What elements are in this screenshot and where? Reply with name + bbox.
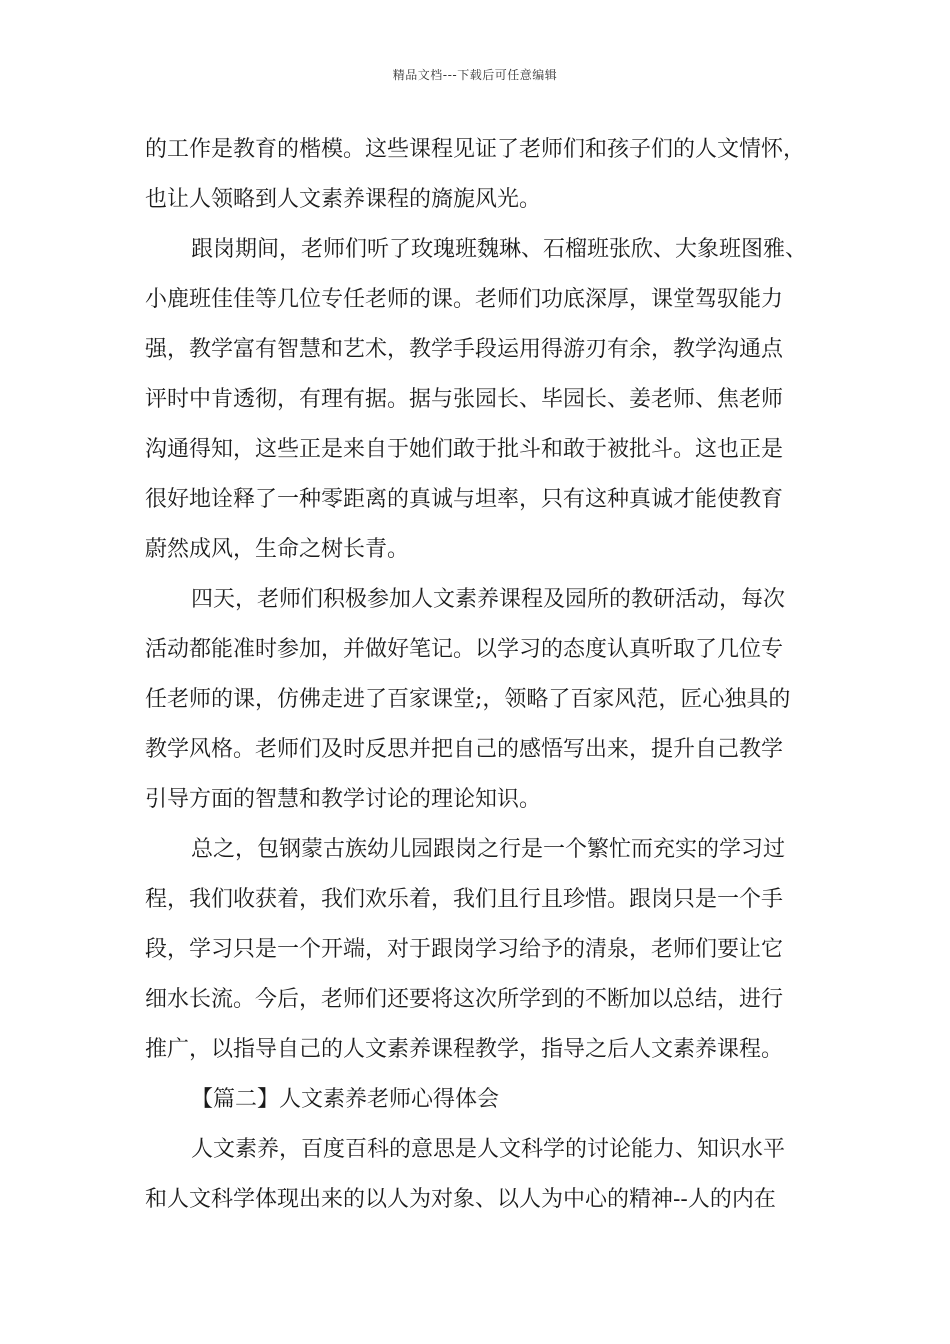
- text-line: 评时中肯透彻，有理有据。据与张园长、毕园长、姜老师、焦老师: [145, 387, 784, 412]
- page-header: 精品文档---下载后可任意编辑: [392, 68, 558, 82]
- text-line: 的工作是教育的楷模。这些课程见证了老师们和孩子们的人文情怀，: [145, 137, 806, 162]
- text-line: 任老师的课，仿佛走进了百家课堂;，领略了百家风范，匠心独具的: [145, 687, 791, 712]
- text-line: 强，教学富有智慧和艺术，教学手段运用得游刃有余，教学沟通点: [145, 337, 784, 362]
- text-line: 引导方面的智慧和教学讨论的理论知识。: [145, 787, 542, 812]
- paragraph-start-line: 四天，老师们积极参加人文素养课程及园所的教研活动，每次: [191, 587, 786, 612]
- text-line: 推广，以指导自己的人文素养课程教学，指导之后人文素养课程。: [145, 1037, 784, 1062]
- paragraph-start-line: 总之，包钢蒙古族幼儿园跟岗之行是一个繁忙而充实的学习过: [191, 837, 786, 862]
- text-line: 活动都能准时参加，并做好笔记。以学习的态度认真听取了几位专: [145, 637, 784, 662]
- text-line: 和人文科学体现出来的以人为对象、以人为中心的精神--人的内在: [145, 1187, 776, 1212]
- text-line: 蔚然成风，生命之树长青。: [145, 537, 410, 562]
- text-line: 细水长流。今后，老师们还要将这次所学到的不断加以总结，进行: [145, 987, 784, 1012]
- text-line: 程，我们收获着，我们欢乐着，我们且行且珍惜。跟岗只是一个手: [145, 887, 784, 912]
- text-line: 很好地诠释了一种零距离的真诚与坦率，只有这种真诚才能使教育: [145, 487, 784, 512]
- section-heading: 【篇二】人文素养老师心得体会: [191, 1087, 500, 1112]
- text-line: 段，学习只是一个开端，对于跟岗学习给予的清泉，老师们要让它: [145, 937, 784, 962]
- text-line: 也让人领略到人文素养课程的旖旎风光。: [145, 187, 542, 212]
- document-body: [145, 125, 815, 1225]
- text-line: 教学风格。老师们及时反思并把自己的感悟写出来，提升自己教学: [145, 737, 784, 762]
- paragraph-start-line: 跟岗期间，老师们听了玫瑰班魏琳、石榴班张欣、大象班图雅、: [191, 237, 808, 262]
- paragraph-start-line: 人文素养，百度百科的意思是人文科学的讨论能力、知识水平: [191, 1137, 786, 1162]
- text-line: 小鹿班佳佳等几位专任老师的课。老师们功底深厚，课堂驾驭能力: [145, 287, 784, 312]
- text-line: 沟通得知，这些正是来自于她们敢于批斗和敢于被批斗。这也正是: [145, 437, 784, 462]
